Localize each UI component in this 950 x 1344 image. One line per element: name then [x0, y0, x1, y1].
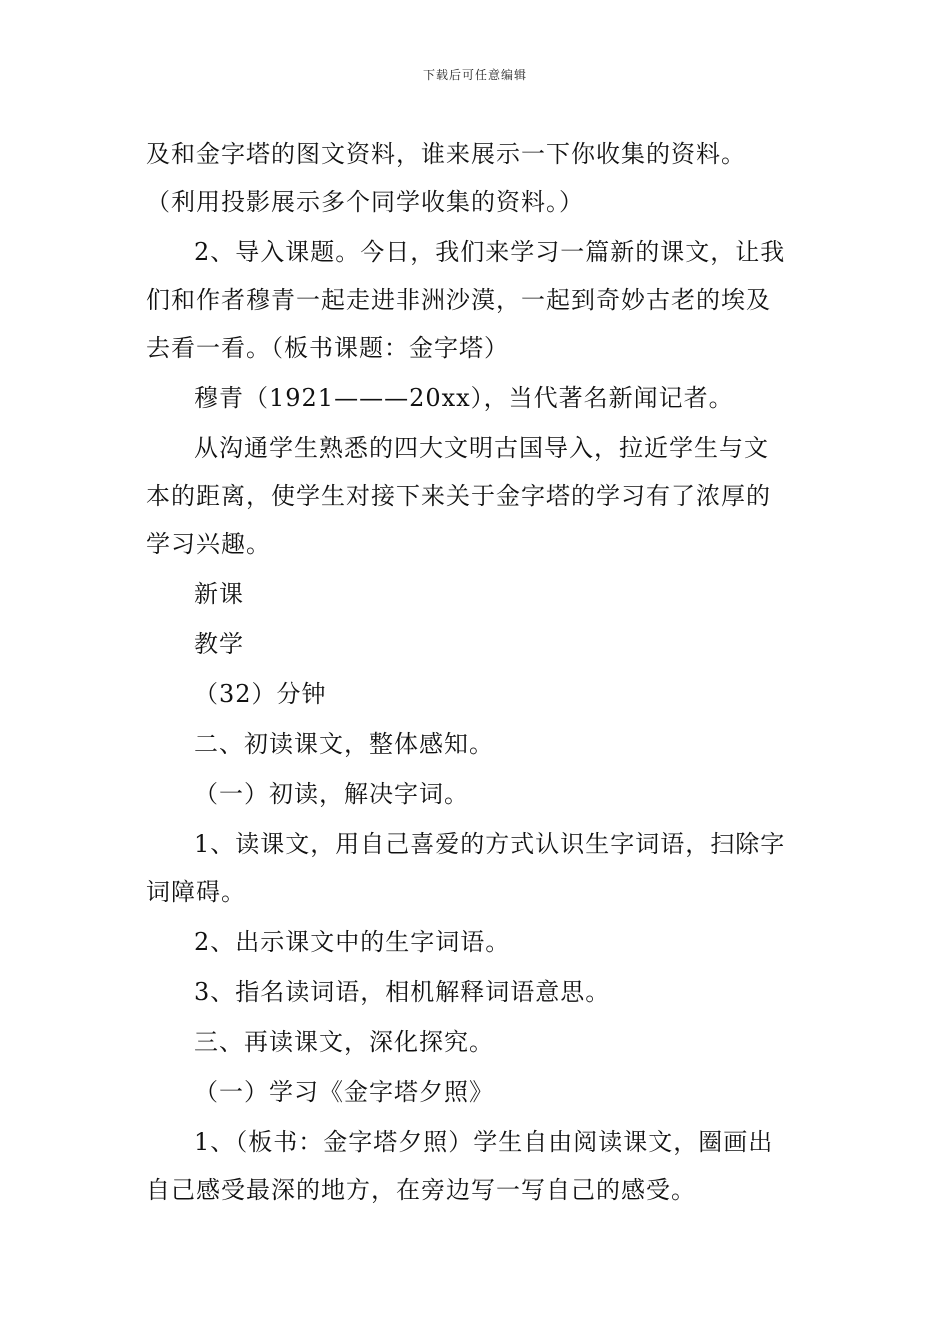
paragraph-line: 从沟通学生熟悉的四大文明古国导入，拉近学生与文 [194, 434, 769, 462]
paragraph-line: 自己感受最深的地方，在旁边写一写自己的感受。 [146, 1176, 696, 1204]
paragraph-line: 3、指名读词语，相机解释词语意思。 [194, 978, 611, 1006]
paragraph-line: 2、导入课题。今日，我们来学习一篇新的课文，让我 [194, 238, 786, 266]
paragraph-line: （一）学习《金字塔夕照》 [194, 1078, 494, 1106]
paragraph-line: 学习兴趣。 [146, 530, 271, 558]
page-header-note: 下载后可任意编辑 [422, 68, 527, 82]
paragraph-line: 本的距离，使学生对接下来关于金字塔的学习有了浓厚的 [146, 482, 771, 510]
paragraph-line: 穆青（1921———20xx），当代著名新闻记者。 [194, 384, 734, 412]
paragraph-line: 们和作者穆青一起走进非洲沙漠，一起到奇妙古老的埃及 [146, 286, 771, 314]
paragraph-line: 三、再读课文，深化探究。 [194, 1028, 494, 1056]
paragraph-line: 1、读课文，用自己喜爱的方式认识生字词语，扫除字 [194, 830, 786, 858]
paragraph-line: 及和金字塔的图文资料，谁来展示一下你收集的资料。 [146, 140, 746, 168]
paragraph-line: 去看一看。（板书课题：金字塔） [146, 334, 509, 362]
paragraph-line: 教学 [194, 630, 244, 658]
paragraph-line: （一）初读，解决字词。 [194, 780, 469, 808]
paragraph-line: （32）分钟 [194, 680, 327, 708]
paragraph-line: 新课 [194, 580, 244, 608]
paragraph-line: 词障碍。 [146, 878, 246, 906]
document-body [146, 130, 806, 1214]
paragraph-line: 二、初读课文，整体感知。 [194, 730, 494, 758]
paragraph-line: （利用投影展示多个同学收集的资料。） [146, 188, 584, 216]
paragraph-line: 2、出示课文中的生字词语。 [194, 928, 511, 956]
paragraph-line: 1、（板书：金字塔夕照）学生自由阅读课文，圈画出 [194, 1128, 774, 1156]
